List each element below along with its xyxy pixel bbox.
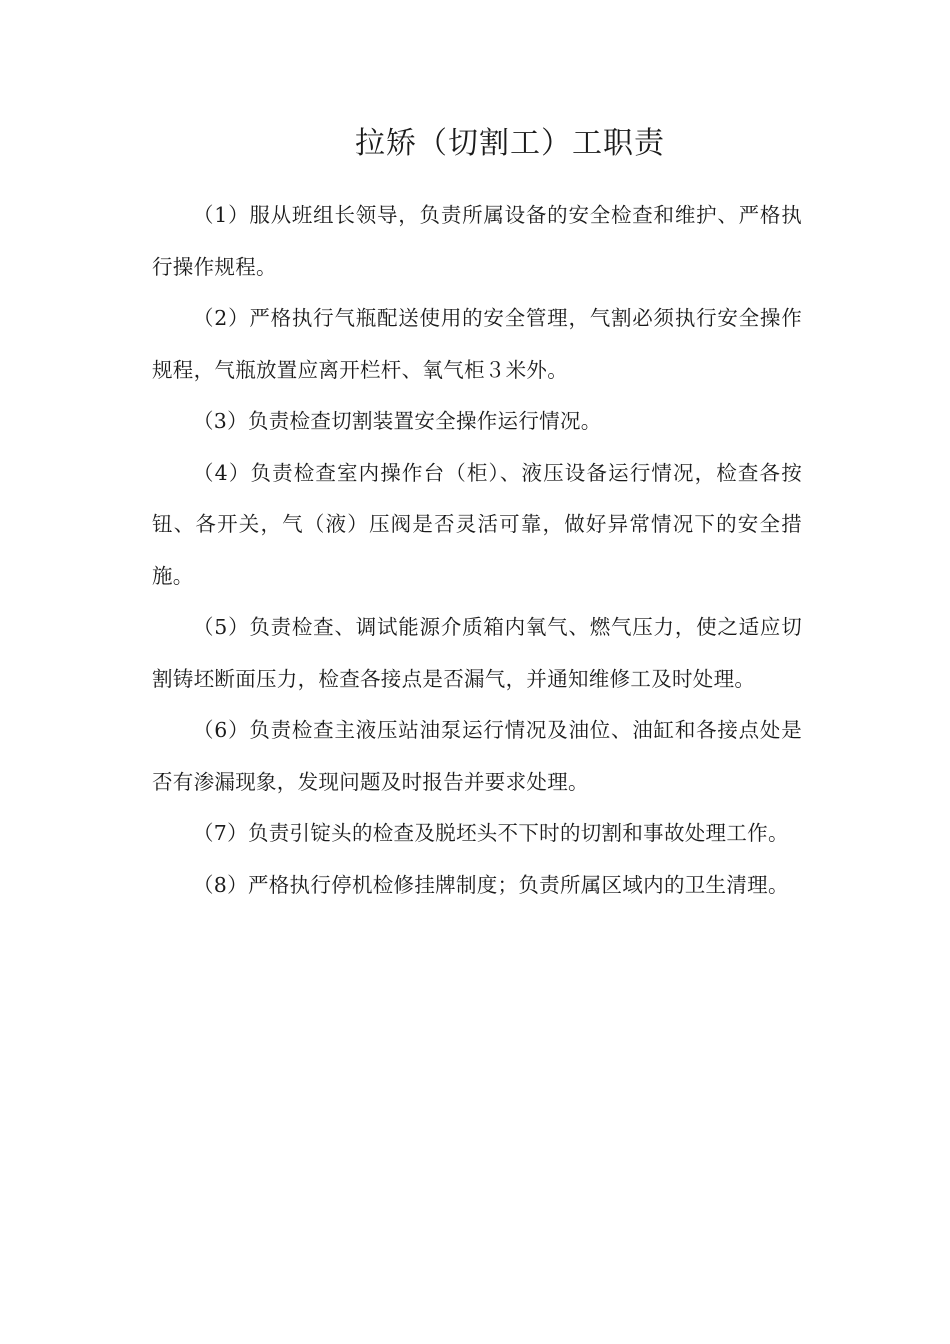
duty-paragraph-2: （2）严格执行气瓶配送使用的安全管理，气割必须执行安全操作规程，气瓶放置应离开栏杆、氧气柜３米外。 [152, 306, 802, 382]
duty-paragraph-3: （3）负责检查切割装置安全操作运行情况。 [193, 409, 602, 433]
duty-paragraph-7: （7）负责引锭头的检查及脱坯头不下时的切割和事故处理工作。 [193, 821, 789, 845]
document-body [152, 190, 802, 911]
duty-paragraph-5: （5）负责检查、调试能源介质箱内氧气、燃气压力，使之适应切割铸坯断面压力，检查各接点是否漏气，并通知维修工及时处理。 [152, 615, 802, 691]
document-title: 拉矫（切割工）工职责 [355, 126, 665, 161]
duty-paragraph-4: （4）负责检查室内操作台（柜）、液压设备运行情况，检查各按钮、各开关，气（液）压阀是否灵活可靠，做好异常情况下的安全措施。 [152, 460, 802, 588]
duty-paragraph-8: （8）严格执行停机检修挂牌制度；负责所属区域内的卫生清理。 [193, 872, 789, 897]
duty-paragraph-6: （6）负责检查主液压站油泵运行情况及油位、油缸和各接点处是否有渗漏现象，发现问题及时报告并要求处理。 [152, 718, 802, 794]
duty-paragraph-1: （1）服从班组长领导，负责所属设备的安全检查和维护、严格执行操作规程。 [152, 203, 802, 279]
